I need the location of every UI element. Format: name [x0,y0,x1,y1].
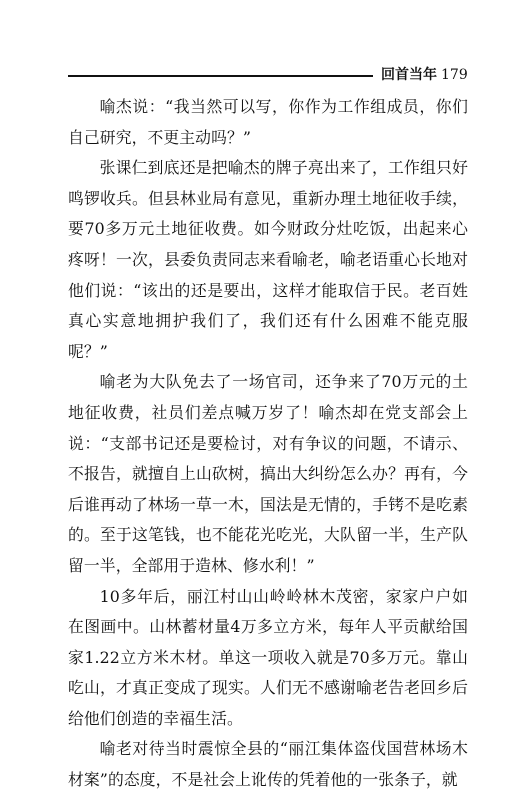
page-number: 179 [441,67,468,83]
paragraph: 张课仁到底还是把喻杰的牌子亮出来了，工作组只好鸣锣收兵。但县林业局有意见，重新办理土地征收手续，要70多万元土地征收费。如今财政分灶吃饭，出起来心疼呀！一次，县委负责同志来看喻老，喻老语重心长地对他们说：“该出的还是要出，这样才能取信于民。老百姓真心实意地拥护我们了，我们还有什么困难不能克服呢？” [68,158,468,361]
paragraph: 10多年后，丽江村山山岭岭林木茂密，家家户户如在图画中。山林蓄材量4万多立方米，每年人平贡献给国家1.22立方米木材。单这一项收入就是70多万元。靠山吃山，才真正变成了现实。人们无不感谢喻老告老回乡后给他们创造的幸福生活。 [68,586,468,728]
running-header [68,64,468,86]
body-text [68,92,468,796]
paragraph: 喻老为大队免去了一场官司，还争来了70万元的土地征收费，社员们差点喊万岁了！喻杰却在党支部会上说：“支部书记还是要检讨，对有争议的问题，不请示、不报告，就擅自上山砍树，搞出大纠纷怎么办？再有，今后谁再动了林场一草一木，国法是无情的，手铐不是吃素的。至于这笔钱，也不能花光吃光，大队留一半，生产队留一半，全部用于造林、修水利！” [68,372,468,575]
paragraph: 喻老对待当时震惊全县的“丽江集体盗伐国营林场木材案”的态度，不是社会上讹传的凭着他的一张条子，就 [68,739,468,790]
paragraph: 喻杰说：“我当然可以写，你作为工作组成员，你们自己研究，不更主动吗？” [68,97,468,147]
header-title: 回首当年 [381,67,437,83]
header-rule [68,75,373,77]
